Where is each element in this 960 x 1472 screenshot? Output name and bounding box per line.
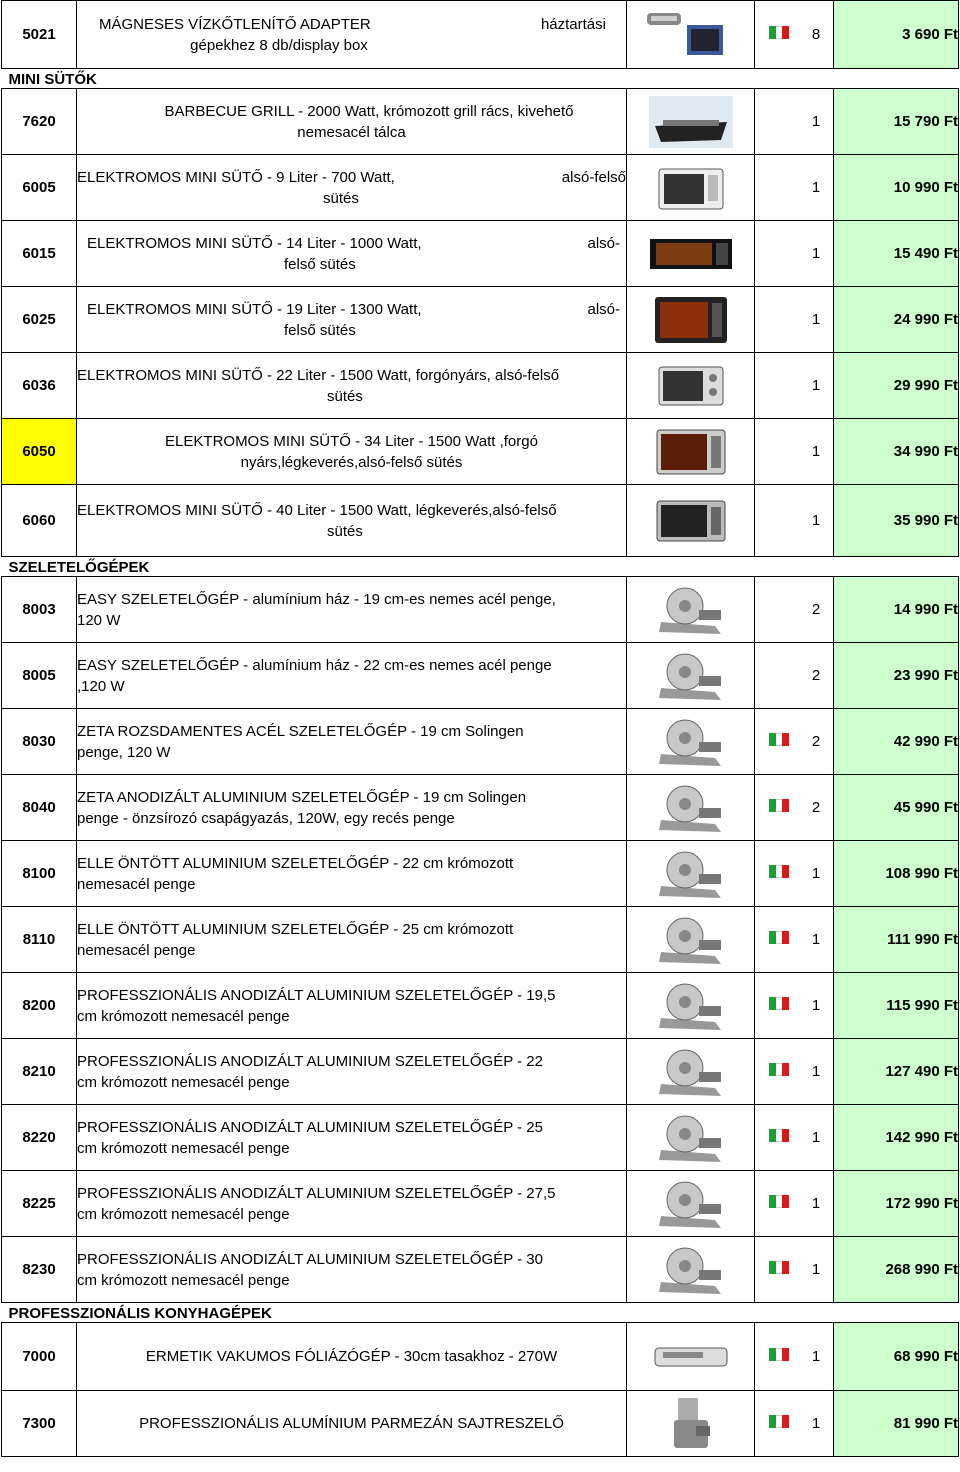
flag-cell bbox=[755, 287, 800, 353]
quantity: 1 bbox=[799, 1105, 834, 1171]
product-code: 8220 bbox=[2, 1105, 77, 1171]
price: 23 990 Ft bbox=[834, 643, 959, 709]
product-code: 8040 bbox=[2, 775, 77, 841]
price: 268 990 Ft bbox=[834, 1237, 959, 1303]
desc-line1: PROFESSZIONÁLIS ANODIZÁLT ALUMINIUM SZELETELŐGÉP - 30 bbox=[77, 1250, 543, 1268]
flag-cell bbox=[755, 89, 800, 155]
slicer-icon bbox=[627, 775, 755, 841]
table-row bbox=[2, 221, 959, 287]
desc-line1: PROFESSZIONÁLIS ANODIZÁLT ALUMINIUM SZELETELŐGÉP - 25 bbox=[77, 1118, 543, 1136]
product-description bbox=[77, 643, 627, 709]
product-description bbox=[77, 419, 627, 485]
product-code: 7300 bbox=[2, 1391, 77, 1457]
italy-flag-icon bbox=[769, 1129, 789, 1142]
desc-line1: ELLE ÖNTÖTT ALUMINIUM SZELETELŐGÉP - 22 cm krómozott bbox=[77, 854, 514, 872]
quantity: 1 bbox=[799, 1171, 834, 1237]
product-code: 8230 bbox=[2, 1237, 77, 1303]
mini-oven-icon bbox=[627, 353, 755, 419]
desc-line1: ELEKTROMOS MINI SÜTŐ - 40 Liter - 1500 Watt, légkeverés,alsó-felső bbox=[77, 501, 557, 519]
slicer-icon bbox=[627, 841, 755, 907]
desc-line1: ELEKTROMOS MINI SÜTŐ - 9 Liter - 700 Watt, bbox=[77, 168, 395, 186]
price: 29 990 Ft bbox=[834, 353, 959, 419]
price: 42 990 Ft bbox=[834, 709, 959, 775]
table-row bbox=[2, 577, 959, 643]
table-row bbox=[2, 1171, 959, 1237]
product-description bbox=[77, 1, 627, 69]
desc-line1-right: háztartási bbox=[540, 15, 606, 33]
desc-line2: ,120 W bbox=[77, 677, 125, 695]
section-header bbox=[2, 69, 959, 89]
flag-cell bbox=[755, 775, 800, 841]
flag-cell bbox=[755, 419, 800, 485]
product-description bbox=[77, 709, 627, 775]
flag-cell bbox=[755, 643, 800, 709]
price: 35 990 Ft bbox=[834, 485, 959, 557]
product-code: 8110 bbox=[2, 907, 77, 973]
slicer-icon bbox=[627, 1237, 755, 1303]
flag-cell bbox=[755, 155, 800, 221]
italy-flag-icon bbox=[755, 1, 800, 69]
price: 24 990 Ft bbox=[834, 287, 959, 353]
product-description bbox=[77, 841, 627, 907]
product-description bbox=[77, 577, 627, 643]
magnetic-adapter-icon bbox=[627, 1, 755, 69]
price: 15 490 Ft bbox=[834, 221, 959, 287]
desc-line2: nyárs,légkeverés,alsó-felső sütés bbox=[240, 453, 463, 471]
grill-icon bbox=[627, 89, 755, 155]
italy-flag-icon bbox=[769, 1415, 789, 1428]
italy-flag-icon bbox=[769, 865, 789, 878]
desc-line1: ELEKTROMOS MINI SÜTŐ - 34 Liter - 1500 Watt ,forgó bbox=[165, 432, 538, 450]
flag-cell bbox=[755, 841, 800, 907]
desc-line1: PROFESSZIONÁLIS ANODIZÁLT ALUMINIUM SZELETELŐGÉP - 27,5 bbox=[77, 1184, 556, 1202]
desc-line1: MÁGNESES VÍZKŐTLENÍTŐ ADAPTER bbox=[99, 15, 371, 33]
slicer-icon bbox=[627, 709, 755, 775]
desc-line1-right: alsó- bbox=[587, 234, 620, 252]
product-code: 6005 bbox=[2, 155, 77, 221]
product-code: 8210 bbox=[2, 1039, 77, 1105]
price: 108 990 Ft bbox=[834, 841, 959, 907]
flag-cell bbox=[755, 1237, 800, 1303]
product-description bbox=[77, 287, 627, 353]
quantity: 2 bbox=[799, 643, 834, 709]
flag-cell bbox=[755, 353, 800, 419]
mini-oven-icon bbox=[627, 419, 755, 485]
table-row bbox=[2, 841, 959, 907]
product-description bbox=[77, 1171, 627, 1237]
product-description bbox=[77, 1391, 627, 1457]
quantity: 1 bbox=[799, 353, 834, 419]
italy-flag-icon bbox=[769, 799, 789, 812]
desc-line1: BARBECUE GRILL - 2000 Watt, krómozott grill rács, kivehető bbox=[164, 102, 574, 120]
table-row bbox=[2, 1391, 959, 1457]
quantity: 1 bbox=[799, 973, 834, 1039]
desc-line1: PROFESSZIONÁLIS ANODIZÁLT ALUMINIUM SZELETELŐGÉP - 22 bbox=[77, 1052, 543, 1070]
quantity: 1 bbox=[799, 841, 834, 907]
product-description bbox=[77, 221, 627, 287]
quantity: 1 bbox=[799, 1323, 834, 1391]
mini-oven-icon bbox=[627, 287, 755, 353]
table-row bbox=[2, 1323, 959, 1391]
product-code: 8100 bbox=[2, 841, 77, 907]
desc-line2: cm krómozott nemesacél penge bbox=[77, 1139, 290, 1157]
flag-cell bbox=[755, 1171, 800, 1237]
cheese-grater-icon bbox=[627, 1391, 755, 1457]
product-description bbox=[77, 1237, 627, 1303]
section-title: MINI SÜTŐK bbox=[2, 69, 959, 89]
quantity: 1 bbox=[799, 419, 834, 485]
italy-flag-icon bbox=[769, 997, 789, 1010]
desc-line1: ELEKTROMOS MINI SÜTŐ - 19 Liter - 1300 Watt, bbox=[87, 300, 422, 318]
italy-flag-icon bbox=[769, 1195, 789, 1208]
desc-line1: PROFESSZIONÁLIS ANODIZÁLT ALUMINIUM SZELETELŐGÉP - 19,5 bbox=[77, 986, 556, 1004]
desc-line2: felső sütés bbox=[284, 321, 356, 339]
flag-cell bbox=[755, 221, 800, 287]
italy-flag-icon bbox=[769, 1063, 789, 1076]
price: 111 990 Ft bbox=[834, 907, 959, 973]
desc-line2: felső sütés bbox=[284, 255, 356, 273]
table-row bbox=[2, 775, 959, 841]
table-row bbox=[2, 155, 959, 221]
italy-flag-icon bbox=[769, 1261, 789, 1274]
price: 81 990 Ft bbox=[834, 1391, 959, 1457]
product-description bbox=[77, 89, 627, 155]
product-description bbox=[77, 1323, 627, 1391]
price: 14 990 Ft bbox=[834, 577, 959, 643]
slicer-rows bbox=[2, 577, 959, 1303]
quantity: 2 bbox=[799, 775, 834, 841]
price: 115 990 Ft bbox=[834, 973, 959, 1039]
desc-line2: 120 W bbox=[77, 611, 121, 629]
product-description bbox=[77, 973, 627, 1039]
product-description bbox=[77, 1039, 627, 1105]
table-row bbox=[2, 89, 959, 155]
flag-cell bbox=[755, 709, 800, 775]
slicer-icon bbox=[627, 907, 755, 973]
italy-flag-icon bbox=[769, 733, 789, 746]
price: 15 790 Ft bbox=[834, 89, 959, 155]
product-description bbox=[77, 775, 627, 841]
product-description bbox=[77, 155, 627, 221]
product-code: 5021 bbox=[2, 1, 77, 69]
table-row bbox=[2, 485, 959, 557]
desc-line1-right: alsó-felső bbox=[561, 168, 626, 186]
desc-line1: EASY SZELETELŐGÉP - alumínium ház - 19 cm-es nemes acél penge, bbox=[77, 590, 556, 608]
desc-line1-right: alsó- bbox=[587, 300, 620, 318]
table-row bbox=[2, 287, 959, 353]
flag-cell bbox=[755, 485, 800, 557]
desc-line2: nemesacél tálca bbox=[297, 123, 406, 141]
flag-cell bbox=[755, 907, 800, 973]
table-row bbox=[2, 973, 959, 1039]
desc-line1: ZETA ROZSDAMENTES ACÉL SZELETELŐGÉP - 19 cm Solingen bbox=[77, 722, 524, 740]
desc-line1: ELEKTROMOS MINI SÜTŐ - 22 Liter - 1500 Watt, forgónyárs, alsó-felső bbox=[77, 366, 560, 384]
desc-line1: EASY SZELETELŐGÉP - alumínium ház - 22 cm-es nemes acél penge bbox=[77, 656, 552, 674]
italy-flag-icon bbox=[769, 931, 789, 944]
price: 68 990 Ft bbox=[834, 1323, 959, 1391]
flag-cell bbox=[755, 1105, 800, 1171]
table-row bbox=[2, 709, 959, 775]
mini-oven-rows bbox=[2, 89, 959, 557]
product-code: 6060 bbox=[2, 485, 77, 557]
mini-oven-icon bbox=[627, 221, 755, 287]
desc-line2: cm krómozott nemesacél penge bbox=[77, 1271, 290, 1289]
desc-line1: ELEKTROMOS MINI SÜTŐ - 14 Liter - 1000 Watt, bbox=[87, 234, 422, 252]
quantity: 1 bbox=[799, 907, 834, 973]
table-row bbox=[2, 1039, 959, 1105]
desc-line1: ZETA ANODIZÁLT ALUMINIUM SZELETELŐGÉP - 19 cm Solingen bbox=[77, 788, 527, 806]
desc-line2: nemesacél penge bbox=[77, 875, 196, 893]
product-code: 8003 bbox=[2, 577, 77, 643]
price: 34 990 Ft bbox=[834, 419, 959, 485]
slicer-icon bbox=[627, 577, 755, 643]
italy-flag-icon bbox=[769, 1348, 789, 1361]
product-code: 8005 bbox=[2, 643, 77, 709]
table-row bbox=[2, 907, 959, 973]
product-description bbox=[77, 907, 627, 973]
quantity: 8 bbox=[799, 1, 834, 69]
price: 10 990 Ft bbox=[834, 155, 959, 221]
table-row bbox=[2, 353, 959, 419]
product-code: 8225 bbox=[2, 1171, 77, 1237]
desc-line1: ELLE ÖNTÖTT ALUMINIUM SZELETELŐGÉP - 25 cm krómozott bbox=[77, 920, 514, 938]
product-code: 6025 bbox=[2, 287, 77, 353]
section-title: SZELETELŐGÉPEK bbox=[2, 557, 959, 577]
desc-line2: penge, 120 W bbox=[77, 743, 171, 761]
product-code: 7620 bbox=[2, 89, 77, 155]
quantity: 1 bbox=[799, 89, 834, 155]
quantity: 1 bbox=[799, 1391, 834, 1457]
mini-oven-icon bbox=[627, 155, 755, 221]
flag-cell bbox=[755, 1039, 800, 1105]
table-row bbox=[2, 419, 959, 485]
table-row bbox=[2, 1237, 959, 1303]
desc-line1: PROFESSZIONÁLIS ALUMÍNIUM PARMEZÁN SAJTRESZELŐ bbox=[139, 1415, 564, 1432]
pro-kitchen-rows bbox=[2, 1323, 959, 1457]
flag-cell bbox=[755, 973, 800, 1039]
product-code: 7000 bbox=[2, 1323, 77, 1391]
section-title: PROFESSZIONÁLIS KONYHAGÉPEK bbox=[2, 1303, 959, 1323]
product-description bbox=[77, 485, 627, 557]
product-code: 6036 bbox=[2, 353, 77, 419]
section-header bbox=[2, 1303, 959, 1323]
desc-line2: sütés bbox=[323, 189, 359, 207]
table-row bbox=[2, 643, 959, 709]
product-description bbox=[77, 353, 627, 419]
product-code: 6050 bbox=[2, 419, 77, 485]
quantity: 1 bbox=[799, 221, 834, 287]
desc-line2: nemesacél penge bbox=[77, 941, 196, 959]
desc-line2: cm krómozott nemesacél penge bbox=[77, 1007, 290, 1025]
desc-line2: gépekhez 8 db/display box bbox=[190, 36, 368, 54]
quantity: 1 bbox=[799, 155, 834, 221]
quantity: 1 bbox=[799, 1237, 834, 1303]
table-row bbox=[2, 1, 959, 69]
product-description bbox=[77, 1105, 627, 1171]
quantity: 2 bbox=[799, 709, 834, 775]
desc-line1: ERMETIK VAKUMOS FÓLIÁZÓGÉP - 30cm tasakhoz - 270W bbox=[145, 1348, 558, 1365]
flag-cell bbox=[755, 1323, 800, 1391]
desc-line2: cm krómozott nemesacél penge bbox=[77, 1073, 290, 1091]
slicer-icon bbox=[627, 643, 755, 709]
section-header bbox=[2, 557, 959, 577]
quantity: 1 bbox=[799, 485, 834, 557]
slicer-icon bbox=[627, 1039, 755, 1105]
desc-line2: sütés bbox=[327, 387, 363, 405]
quantity: 2 bbox=[799, 577, 834, 643]
quantity: 1 bbox=[799, 287, 834, 353]
table-row bbox=[2, 1105, 959, 1171]
mini-oven-icon bbox=[627, 485, 755, 557]
price: 45 990 Ft bbox=[834, 775, 959, 841]
desc-line2: cm krómozott nemesacél penge bbox=[77, 1205, 290, 1223]
price: 142 990 Ft bbox=[834, 1105, 959, 1171]
desc-line2: sütés bbox=[327, 522, 363, 540]
slicer-icon bbox=[627, 1171, 755, 1237]
quantity: 1 bbox=[799, 1039, 834, 1105]
price: 3 690 Ft bbox=[834, 1, 959, 69]
slicer-icon bbox=[627, 973, 755, 1039]
product-code: 6015 bbox=[2, 221, 77, 287]
price-list-table bbox=[1, 0, 959, 1457]
flag-cell bbox=[755, 577, 800, 643]
desc-line2: penge - önzsírozó csapágyazás, 120W, egy recés penge bbox=[77, 809, 455, 827]
product-code: 8200 bbox=[2, 973, 77, 1039]
price: 172 990 Ft bbox=[834, 1171, 959, 1237]
product-code: 8030 bbox=[2, 709, 77, 775]
slicer-icon bbox=[627, 1105, 755, 1171]
flag-cell bbox=[755, 1391, 800, 1457]
vacuum-sealer-icon bbox=[627, 1323, 755, 1391]
price: 127 490 Ft bbox=[834, 1039, 959, 1105]
